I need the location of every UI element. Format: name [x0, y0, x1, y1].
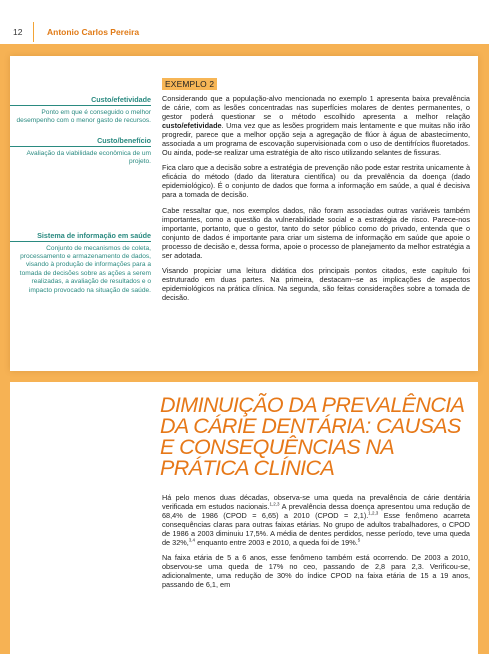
example-paragraph: Cabe ressaltar que, nos exemplos dados, não foram associadas outras variáveis também importantes, como a questão da vulnerabilidade social e a estratégia de risco. Parece-nos importante, portanto, que o gestor, tanto do setor público como do privado, entenda que o conjunto de dados é importante para criar um sistema de informação em saúde que apoie o processo de decisão e, dessa forma, apoie o processo de planejamento da melhor estratégia a ser adotada. — [162, 205, 470, 260]
example-section — [162, 74, 470, 308]
text-run: A prevalência dessa doença apresentou uma redução de 68,4% de 1986 (CPOD = 6,65) a 2010 (CPOD = 2,1). — [162, 502, 470, 521]
text-run: Há pelo menos duas décadas, observa-se uma queda na prevalência de cárie dentária verificada em estudos nacionais. — [162, 493, 470, 512]
glossary-definition: Conjunto de mecanismos de coleta, processamento e armazenamento de dados, visando à produção de informações para a tomada de decisões sobre as ações a serem realizadas, a avaliação de resultados e o impacto provocado na situação de saúde. — [19, 244, 151, 294]
section-title-line: E CONSEQUÊNCIAS NA — [160, 435, 395, 459]
glossary-term: Sistema de informação em saúde — [10, 231, 151, 242]
header-divider — [33, 22, 34, 42]
body-paragraph — [162, 493, 470, 547]
example-paragraph: Visando propiciar uma leitura didática dos principais pontos citados, este capítulo foi estruturado em duas partes. Na primeira, destacam--se as implicações de aspectos epidemiológicos na prática clínica. Na segunda, são feitas considerações sobre a tomada de decisão. — [162, 265, 470, 302]
glossary-definition: Ponto em que é conseguido o melhor desempenho com o menor gasto de recursos. — [16, 109, 151, 125]
glossary-entry — [10, 231, 151, 295]
citation: 3,4 — [188, 537, 196, 543]
example-label: EXEMPLO 2 — [162, 78, 217, 90]
glossary-term: Custo/efetividade — [10, 95, 151, 106]
section-title — [160, 395, 480, 479]
citation: 1,2,3 — [368, 510, 379, 516]
glossary-entry — [10, 95, 151, 126]
text-run: Esse fenômeno acarreta consequências claras para outras faixas etárias. No grupo de adultos trabalhadores, o CPOD de 1986 a 2003 diminuiu 17,5%. A média de dentes perdidos, nesse período, teve uma queda de 32%, — [162, 511, 470, 548]
section-title-line: DIMINUIÇÃO DA PREVALÊNCIA — [160, 393, 465, 417]
example-paragraph: Fica claro que a decisão sobre a estratégia de prevenção não pode estar restrita unicamente à eficácia do método (dado da literatura científica) ou da prevalência da doença (dado epidemiológico). É o conjunto de dados que forma a informação em saúde, a qual é decisiva para a tomada de decisão. — [162, 163, 470, 200]
text-run: . Uma vez que as lesões progridem mais lentamente e que muitas não irão progredir, parece que a melhor opção seja a agregação de flúor à água de abastecimento, associada a um programa de escovação supervisionada com o uso de dentifrícios fluoretados. Ou ainda, pode-se realizar uma estratégia de alto risco utilizando selantes de fissuras. — [162, 121, 470, 158]
author-name: Antonio Carlos Pereira — [47, 27, 140, 37]
bold-term: custo/efetividade — [162, 121, 222, 131]
body-paragraph: Na faixa etária de 5 a 6 anos, esse fenômeno também está ocorrendo. De 2003 a 2010, observou-se uma queda de 17% no ceo, passando de 2,8 para 2,3. Verificou-se, adicionalmente, uma redução de 30% do índice CPOD na faixa etária de 15 a 19 anos, passando de 6,1, em — [162, 553, 470, 590]
glossary-term: Custo/benefício — [10, 136, 151, 147]
text-run: Considerando que a população-alvo mencionada no exemplo 1 apresenta baixa prevalência de cárie, com as lesões concentradas nas superfícies molares de dentes permanentes, o gestor poderá questionar se o método escolhido apresenta a melhor relação — [162, 94, 470, 122]
citation: 5 — [357, 537, 361, 543]
section-title-line: PRÁTICA CLÍNICA — [160, 456, 335, 480]
glossary-sidebar — [10, 95, 151, 305]
section-title-line: DA CÁRIE DENTÁRIA: CAUSAS — [160, 414, 461, 438]
glossary-definition: Avaliação da viabilidade econômica de um projeto. — [26, 149, 151, 166]
text-run: enquanto entre 2003 e 2010, a queda foi de 19%. — [195, 538, 358, 548]
page-header — [0, 0, 489, 44]
body-text — [162, 493, 470, 595]
example-paragraph — [162, 94, 470, 157]
citation: 1,2,3 — [269, 501, 280, 507]
glossary-entry — [10, 136, 151, 167]
page-number: 12 — [13, 27, 23, 37]
